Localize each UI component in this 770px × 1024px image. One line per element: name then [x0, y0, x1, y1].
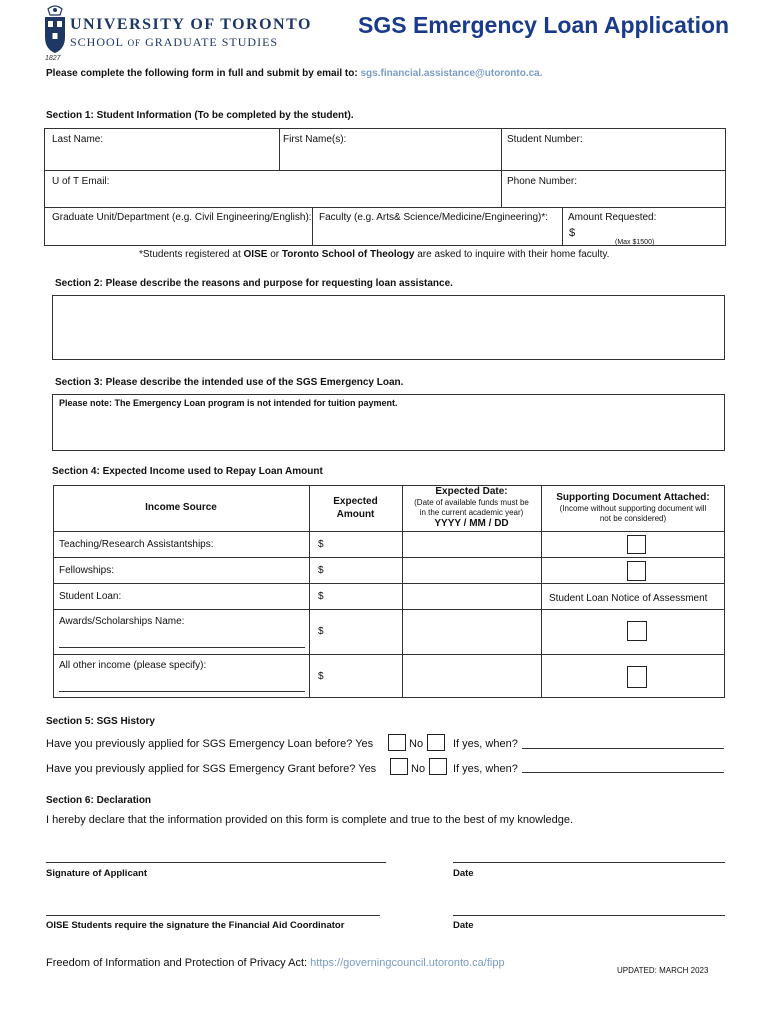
- grad-unit-field[interactable]: Graduate Unit/Department (e.g. Civil Engineering/English):: [52, 212, 312, 223]
- col-income-source: Income Source: [145, 502, 217, 513]
- amount-max-note: (Max $1500): [615, 239, 655, 246]
- amount-requested-field[interactable]: Amount Requested:: [568, 212, 657, 223]
- amount-dollar-sign: $: [569, 227, 576, 239]
- doc-checkbox[interactable]: [627, 535, 646, 554]
- page-title: SGS Emergency Loan Application: [358, 12, 730, 38]
- doc-checkbox[interactable]: [627, 666, 647, 688]
- awards-name-line[interactable]: [59, 647, 305, 648]
- oise-signature-label: OISE Students require the signature the Financial Aid Coordinator: [46, 920, 345, 931]
- org-subname: SCHOOL OF GRADUATE STUDIES: [70, 35, 279, 49]
- doc-checkbox[interactable]: [627, 561, 646, 581]
- updated-date: UPDATED: MARCH 2023: [617, 966, 709, 975]
- col-supporting-doc: Supporting Document Attached: (Income without supporting document will not be considered): [556, 492, 710, 523]
- tuition-note: Please note: The Emergency Loan program is not intended for tuition payment.: [59, 398, 398, 408]
- loan-no-checkbox[interactable]: [427, 734, 445, 751]
- university-crest-icon: [42, 3, 68, 57]
- amount-input[interactable]: $: [318, 565, 324, 576]
- reasons-textarea[interactable]: [52, 295, 725, 360]
- grant-history-question: Have you previously applied for SGS Emergency Grant before? Yes: [46, 763, 377, 775]
- faculty-field[interactable]: Faculty (e.g. Arts& Science/Medicine/Engineering)*:: [319, 212, 548, 223]
- date-label: Date: [453, 920, 474, 931]
- applicant-date-line[interactable]: [453, 862, 725, 863]
- coordinator-date-line[interactable]: [453, 915, 725, 916]
- email-link[interactable]: sgs.financial.assistance@utoronto.ca.: [360, 68, 543, 79]
- no-label: No: [409, 738, 424, 750]
- if-yes-label: If yes, when?: [453, 763, 518, 775]
- coordinator-signature-line[interactable]: [46, 915, 380, 916]
- col-expected-date: Expected Date: (Date of available funds must be in the current academic year) YYYY / MM / DD: [414, 486, 529, 529]
- loan-history-question: Have you previously applied for SGS Emergency Loan before? Yes: [46, 738, 374, 750]
- phone-field[interactable]: Phone Number:: [507, 176, 578, 187]
- table-row-label: Student Loan:: [59, 591, 122, 602]
- section1-heading: Section 1: Student Information (To be completed by the student).: [46, 110, 354, 121]
- section1-footnote: *Students registered at OISE or Toronto School of Theology are asked to inquire with their home faculty.: [139, 249, 610, 260]
- student-number-field[interactable]: Student Number:: [507, 134, 583, 145]
- intro-text: Please complete the following form in full and submit by email to: sgs.financial.assistance@utoronto.ca.: [46, 68, 543, 79]
- amount-input[interactable]: $: [318, 626, 324, 637]
- section2-heading: Section 2: Please describe the reasons and purpose for requesting loan assistance.: [55, 278, 453, 289]
- no-label: No: [411, 763, 426, 775]
- if-yes-label: If yes, when?: [453, 738, 518, 750]
- email-field[interactable]: U of T Email:: [52, 176, 110, 187]
- declaration-text: I hereby declare that the information provided on this form is complete and true to the best of my knowledge.: [46, 814, 574, 826]
- loan-when-line[interactable]: [522, 748, 724, 749]
- other-income-line[interactable]: [59, 691, 305, 692]
- section5-heading: Section 5: SGS History: [46, 716, 155, 727]
- first-name-field[interactable]: First Name(s):: [283, 134, 347, 145]
- date-label: Date: [453, 868, 474, 879]
- org-name: UNIVERSITY OF TORONTO: [70, 16, 312, 33]
- table-row-label: Teaching/Research Assistantships:: [59, 539, 214, 550]
- loan-yes-checkbox[interactable]: [388, 734, 406, 751]
- amount-input[interactable]: $: [318, 591, 324, 602]
- amount-input[interactable]: $: [318, 539, 324, 550]
- applicant-signature-line[interactable]: [46, 862, 386, 863]
- last-name-field[interactable]: Last Name:: [52, 134, 104, 145]
- table-row-label: All other income (please specify):: [59, 660, 207, 671]
- student-loan-doc-text: Student Loan Notice of Assessment: [549, 593, 708, 604]
- section6-heading: Section 6: Declaration: [46, 795, 152, 806]
- grant-when-line[interactable]: [522, 772, 724, 773]
- section4-heading: Section 4: Expected Income used to Repay Loan Amount: [52, 466, 323, 477]
- student-info-table: [44, 128, 726, 246]
- foi-text: Freedom of Information and Protection of Privacy Act: https://governingcouncil.utoronto.ca/fipp: [46, 957, 505, 969]
- seal-year: 1827: [45, 55, 61, 62]
- section3-heading: Section 3: Please describe the intended use of the SGS Emergency Loan.: [55, 377, 404, 388]
- signature-label: Signature of Applicant: [46, 868, 147, 879]
- table-row-label: Awards/Scholarships Name:: [59, 616, 185, 627]
- col-expected-amount: Expected Amount: [333, 496, 378, 520]
- grant-no-checkbox[interactable]: [429, 758, 447, 775]
- grant-yes-checkbox[interactable]: [390, 758, 408, 775]
- amount-input[interactable]: $: [318, 671, 324, 682]
- fipp-link[interactable]: https://governingcouncil.utoronto.ca/fipp: [310, 957, 505, 969]
- table-row-label: Fellowships:: [59, 565, 115, 576]
- doc-checkbox[interactable]: [627, 621, 647, 641]
